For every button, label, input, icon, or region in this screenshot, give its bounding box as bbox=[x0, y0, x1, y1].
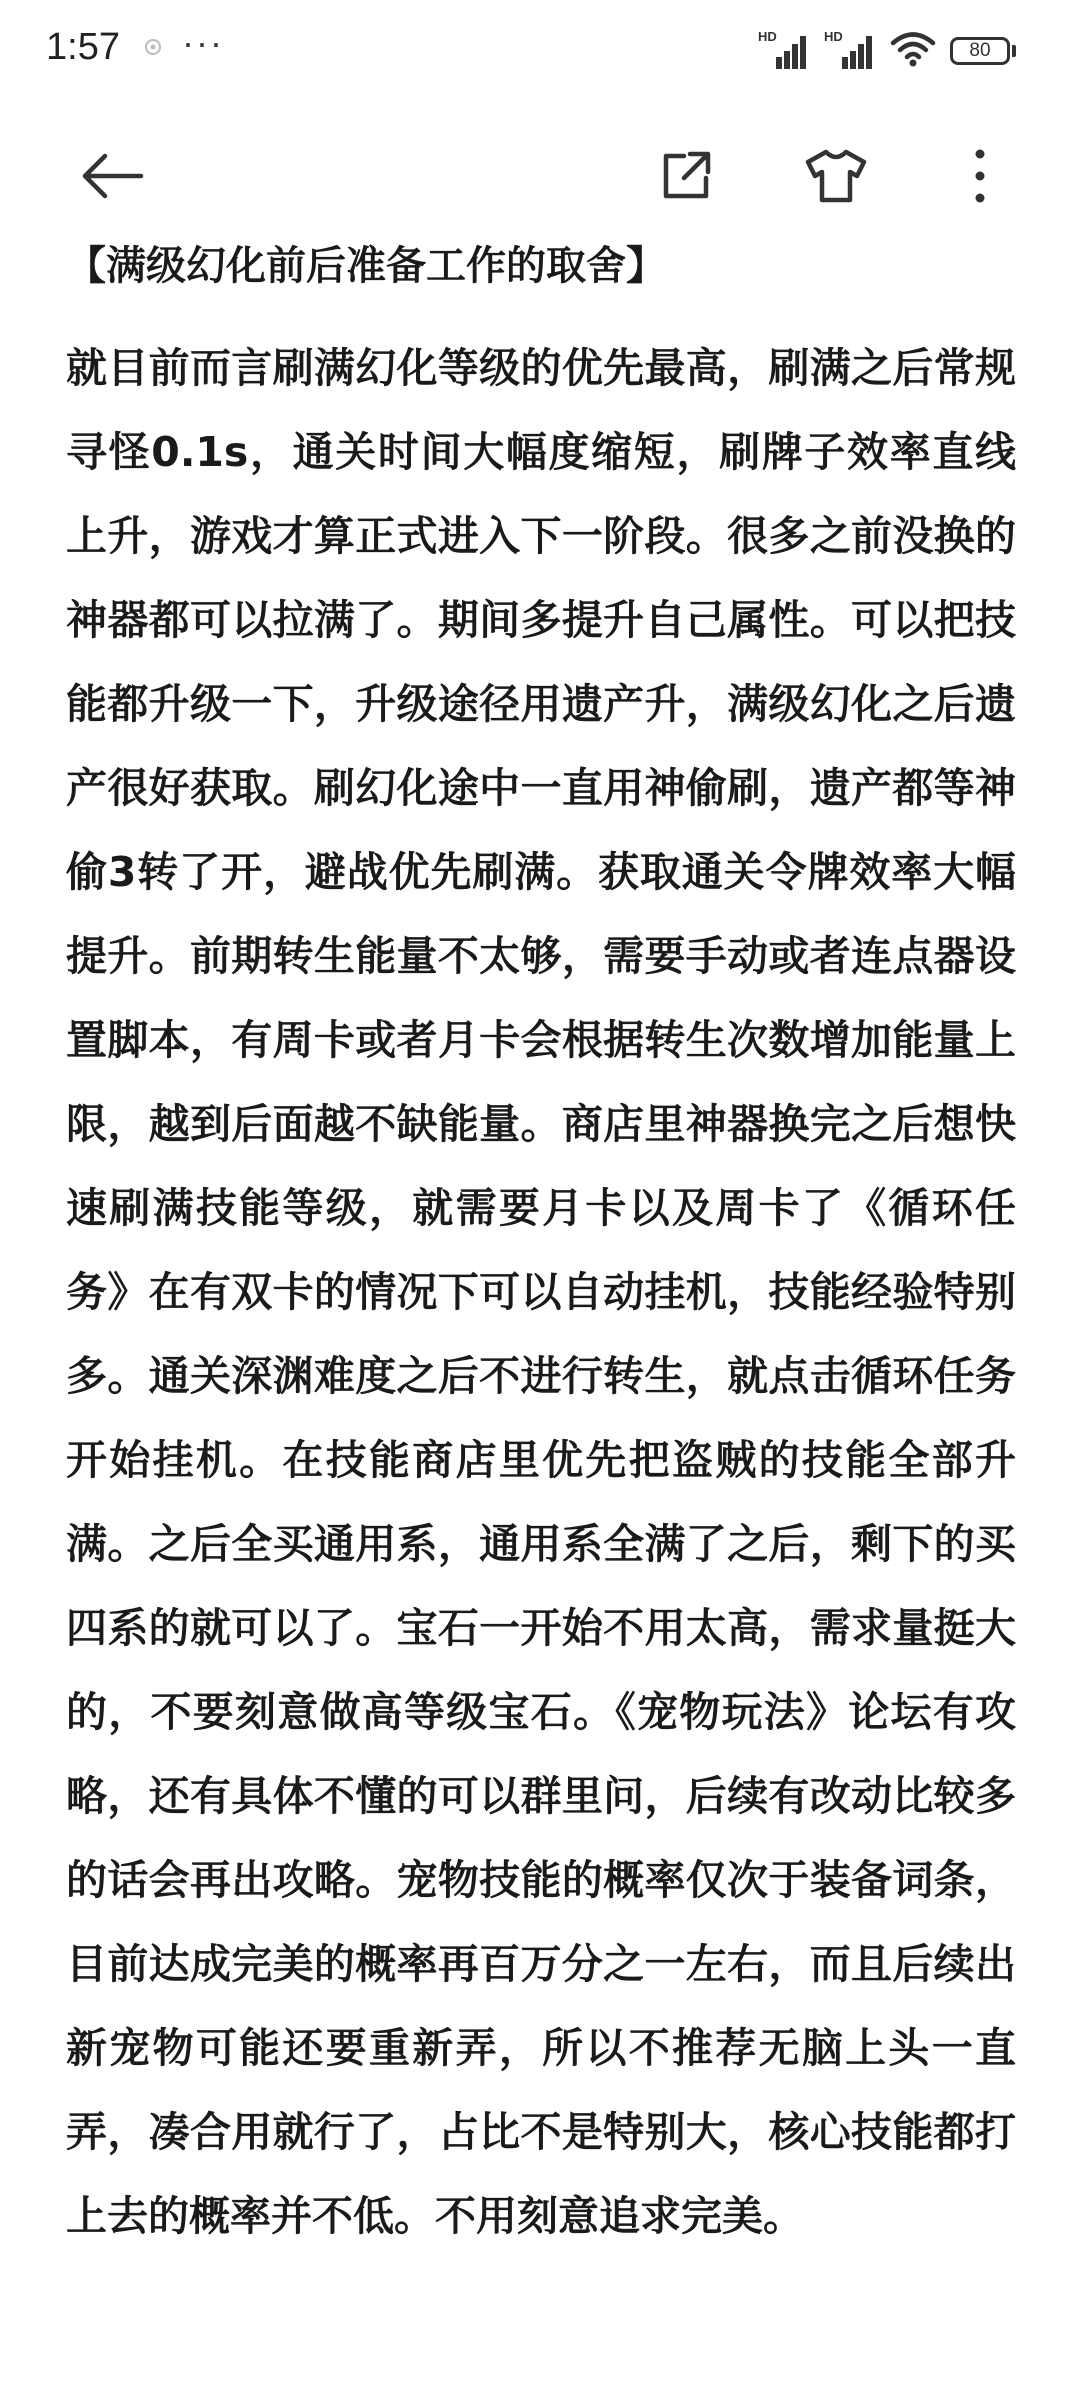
signal-icon-sim1 bbox=[758, 31, 810, 71]
battery-level: 80 bbox=[950, 37, 1010, 65]
signal-icon-sim2 bbox=[824, 31, 876, 71]
wifi-icon bbox=[890, 30, 936, 72]
theme-skin-button[interactable] bbox=[796, 136, 876, 216]
battery-icon bbox=[950, 37, 1016, 65]
shirt-icon bbox=[804, 146, 868, 206]
more-options-button[interactable] bbox=[940, 136, 1020, 216]
share-button[interactable] bbox=[646, 136, 726, 216]
status-time: 1:57 bbox=[46, 26, 120, 68]
article-body: 就目前而言刷满幻化等级的优先最高，刷满之后常规寻怪0.1s，通关时间大幅度缩短，刷牌子效率直线上升，游戏才算正式进入下一阶段。很多之前没换的神器都可以拉满了。期间多提升自己属性。可以把技能都升级一下，升级途径用遗产升，满级幻化之后遗产很好获取。刷幻化途中一直用神偷刷，遗产都等神偷3转了开，避战优先刷满。获取通关令牌效率大幅提升。前期转生能量不太够，需要手动或者连点器设置脚本，有周卡或者月卡会根据转生次数增加能量上限，越到后面越不缺能量。商店里神器换完之后想快速刷满技能等级，就需要月卡以及周卡了《循环任务》在有双卡的情况下可以自动挂机，技能经验特别多。通关深渊难度之后不进行转生，就点击循环任务开始挂机。在技能商店里优先把盗贼的技能全部升满。之后全买通用系，通用系全满了之后，剩下的买四系的就可以了。宝石一开始不用太高，需求量挺大的，不要刻意做高等级宝石。《宠物玩法》论坛有攻略，还有具体不懂的可以群里问，后续有改动比较多的话会再出攻略。宠物技能的概率仅次于装备词条，目前达成完美的概率再百万分之一左右，而且后续出新宠物可能还要重新弄，所以不推荐无脑上头一直弄，凑合用就行了，占比不是特别大，核心技能都打上去的概率并不低。不用刻意追求完美。 bbox=[66, 344, 1016, 2240]
article-title: 【满级幻化前后准备工作的取舍】 bbox=[66, 243, 666, 289]
back-button[interactable] bbox=[72, 136, 152, 216]
article-content bbox=[66, 236, 1016, 2258]
back-arrow-icon bbox=[77, 151, 147, 201]
app-toolbar bbox=[0, 120, 1080, 230]
hd-label: HD bbox=[758, 29, 777, 44]
status-more-dots: ··· bbox=[182, 22, 224, 63]
status-bar bbox=[0, 0, 1080, 100]
hd-label: HD bbox=[824, 29, 843, 44]
share-icon bbox=[656, 146, 716, 206]
more-vertical-icon bbox=[970, 146, 990, 206]
status-indicators bbox=[758, 30, 1016, 72]
notification-icon bbox=[142, 36, 164, 58]
